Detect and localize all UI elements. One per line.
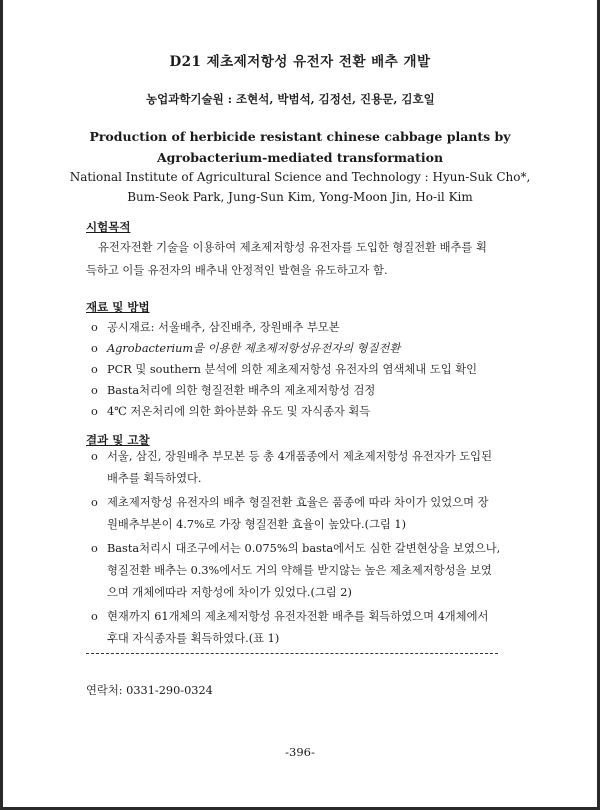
objective-line-1: 유전자전환 기술을 이용하여 제초제저항성 유전자를 도입한 형질전환 배추를 획 [98, 241, 487, 254]
footer-divider [86, 653, 498, 654]
result-line: 형질전환 배추는 0.3%에서도 거의 약해를 받지않는 높은 제초제저항성을 보였 [107, 564, 492, 577]
methods-heading: 재료 및 방법 [86, 300, 150, 314]
result-line: 현재까지 61개체의 제초제저항성 유전자전환 배추를 획득하였으며 4개체에서 [107, 610, 489, 623]
english-title [0, 126, 600, 168]
english-title-line-2: Agrobacterium-mediated transformation [156, 150, 444, 165]
objective-line-2: 득하고 이들 유전자의 배추내 안정적인 발현을 유도하고자 함. [86, 264, 388, 277]
method-text: PCR 및 southern 분석에 의한 제초제저항성 유전자의 염색체내 도입 확인 [107, 363, 478, 376]
methods-list [91, 317, 477, 422]
method-text: Basta처리에 의한 형질전환 배추의 제초제저항성 검정 [107, 384, 376, 397]
result-line: 원배추부본이 4.7%로 가장 형질전환 효율이 높았다.(그림 1) [107, 518, 407, 531]
bullet-marker: o [91, 610, 98, 623]
bullet-marker: o [91, 496, 98, 509]
list-item [91, 538, 500, 604]
result-line: 배추를 획득하였다. [107, 472, 202, 485]
list-item [91, 317, 477, 338]
affiliation-line-2: Bum-Seok Park, Jung-Sun Kim, Yong-Moon Jin, Ho-il Kim [127, 190, 473, 204]
affiliation-line-1: National Institute of Agricultural Science and Technology : Hyun-Suk Cho*, [69, 170, 531, 184]
bullet-marker: o [91, 542, 98, 555]
english-title-line-1: Production of herbicide resistant chinese cabbage plants by [89, 129, 511, 144]
list-item [91, 359, 477, 380]
list-item [91, 492, 500, 536]
result-line: 서울, 삼진, 장원배추 부모본 등 총 4개품종에서 제초제저항성 유전자가 도입된 [107, 450, 492, 463]
results-list [91, 446, 500, 652]
page-number: -396- [285, 745, 315, 759]
authors-korean: 농업과학기술원 : 조현석, 박범석, 김정선, 진용문, 김호일 [146, 92, 435, 106]
contact-info: 연락처: 0331-290-0324 [86, 684, 213, 697]
method-text: 4℃ 저온처리에 의한 화아분화 유도 및 자식종자 획득 [107, 405, 371, 418]
list-item [91, 380, 477, 401]
bullet-marker: o [91, 450, 98, 463]
result-line: 제초제저항성 유전자의 배추 형질전환 효율은 품종에 따라 차이가 있었으며 장 [107, 496, 489, 509]
objective-heading: 시험목적 [86, 220, 131, 234]
result-line: Basta처리시 대조구에서는 0.075%의 basta에서도 심한 갈변현상을 보였으나, [107, 542, 501, 555]
result-line: 후대 자식종자를 획득하였다.(표 1) [107, 632, 280, 645]
list-item [91, 338, 477, 359]
list-item [91, 401, 477, 422]
bullet-marker: o [91, 342, 98, 355]
list-item [91, 606, 500, 650]
results-heading: 결과 및 고찰 [86, 433, 150, 447]
bullet-marker: o [91, 405, 98, 418]
method-text: 공시재료: 서울배추, 삼진배추, 장원배추 부모본 [107, 321, 340, 334]
bullet-marker: o [91, 384, 98, 397]
bullet-marker: o [91, 363, 98, 376]
result-line: 으며 개체에따라 저항성에 차이가 있었다.(그림 2) [107, 586, 352, 599]
method-text: Agrobacterium을 이용한 제초제저항성유전자의 형질전환 [107, 342, 401, 355]
list-item [91, 446, 500, 490]
bullet-marker: o [91, 321, 98, 334]
paper-title: D21 제초제저항성 유전자 전환 배추 개발 [169, 54, 431, 70]
page-border-left [0, 0, 3, 810]
english-affiliation [0, 167, 600, 207]
